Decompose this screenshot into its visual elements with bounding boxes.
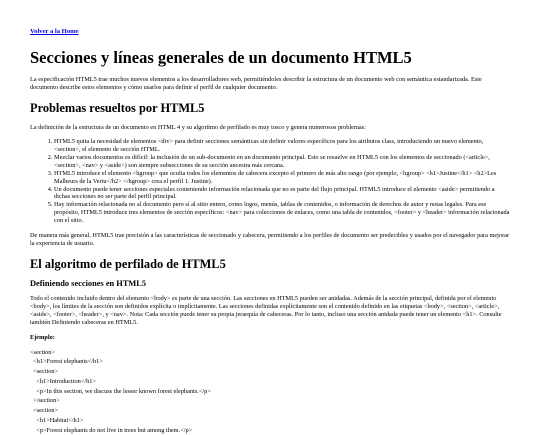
code-line: <p>In this section, we discuss the lesser known forest elephants.</p> <box>30 387 211 395</box>
code-line: <section> <box>30 368 59 376</box>
problems-heading: Problemas resueltos por HTML5 <box>30 100 205 115</box>
example-label: Ejemplo: <box>30 333 55 341</box>
problems-list <box>30 138 510 224</box>
list-item: 3. HTML5 introduce el elemento <hgroup> que oculta todos los elementos de cabecera excepto el primero de más alto rango (por ejemplo, <hgroup> <h1>Justine</h1> <h2>Les Malheurs de la Vertu</h2> </hgroup> crea el perfil 1. Justine). <box>54 170 510 186</box>
algorithm-heading: El algoritmo de perfilado de HTML5 <box>30 256 226 271</box>
problems-intro: La definición de la estructura de un documento en HTML 4 y su algoritmo de perfilado es muy tosco y genera numerosos problemas: <box>30 123 366 131</box>
code-line: <section> <box>30 407 59 415</box>
code-line: </section> <box>30 397 60 405</box>
code-line: <h1>Habitat</h1> <box>30 416 84 424</box>
code-line: <p>Forest elephants do not live in trees but among them.</p> <box>30 426 193 434</box>
list-item: 1. HTML5 quita la necesidad de elementos <div> para definir secciones semánticas sin definir valores específicos para los atributos class, introduciendo un nuevo elemento, <section>, el elemento de sección HTML. <box>54 138 510 154</box>
code-example <box>30 348 510 435</box>
sections-subheading: Definiendo secciones en HTML5 <box>30 279 147 289</box>
page-title: Secciones y líneas generales de un documento HTML5 <box>30 48 412 67</box>
list-item: 4. Un documento puede tener secciones especiales conteniendo información relacionada que no es parte del flujo principal. HTML5 introduce el elemento <aside> permitiendo a dichas secciones no ser parte del perfil principal. <box>54 186 510 202</box>
list-item: 5. Hay información relacionada no al documento pero sí al sitio entero, como logos, menús, tablas de contenidos, o información de derechos de autor y notas legales. Para ese propósito, HTML5 introduce tres elementos de sección específicos: <nav> para colecciones de enlaces, como una tabla de contenidos, <footer> y <header> información relacionada con el sitio. <box>54 201 510 225</box>
code-line: <h1>Introduction</h1> <box>30 377 96 385</box>
back-to-home-link[interactable]: Volver a la Home <box>30 28 79 35</box>
problems-conclusion: De manera más general, HTML5 trae precisión a las características de seccionado y cabecera, permitiendo a los perfiles de documento ser predecibles y usados por el navegador para mejorar la experiencia de usuario. <box>30 231 510 247</box>
list-item: 2. Mezclar varios documentos es difícil: la inclusión de un sub-documento en un documento principal. Esto se resuelve en HTML5 con los elementos de seccionado (<article>, <section>, <nav> y <aside>) son siempre subsecciones de su sección ancestra más cercana. <box>54 154 510 170</box>
code-line: <section> <box>30 348 55 356</box>
sections-paragraph: Todo el contenido incluido dentro del elemento <body> es parte de una sección. Las secciones en HTML5 pueden ser anidadas. Además de la sección principal, definida por el elemento <body>, los límites de la sección son definidos explícita o implícitamente. Las secciones definidas explícitamente son el contenido definido en las etiquetas <body>, <section>, <article>, <aside>, <footer>, <header>, y <nav>. Nota: Cada sección puede tener su propia jerarquía de cabeceras. Por lo tanto, incluso una sección anidada puede tener un elemento <h1>. Consulte también Definiendo cabeceras en HTML5. <box>30 295 502 326</box>
code-line: <h1>Forest elephants</h1> <box>30 358 103 366</box>
intro-paragraph: La especificación HTML5 trae muchos nuevos elementos a los desarrolladores web, permitiéndoles describir la estructura de un documento web con semántica estandarizada. Este documento describe estos elementos y cómo usarlos para definir el perfil de cualquier documento. <box>30 76 482 91</box>
